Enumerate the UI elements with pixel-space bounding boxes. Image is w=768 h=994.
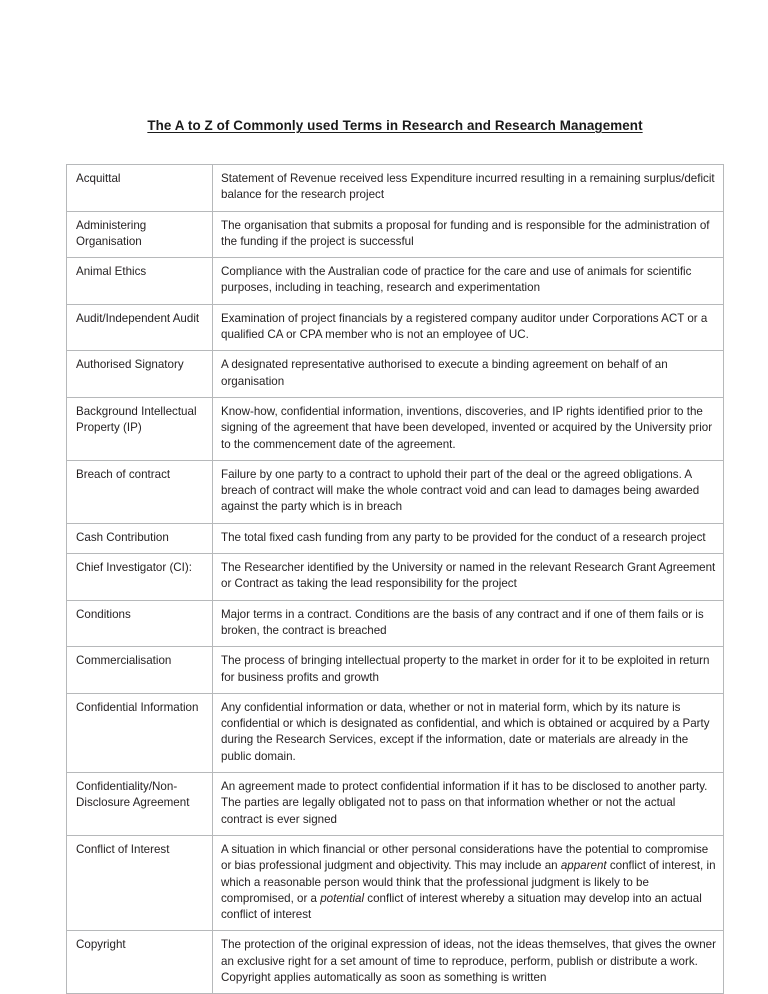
definition-cell: Examination of project financials by a registered company auditor under Corporations ACT or a qualified CA or CPA member who is not an employee of UC. bbox=[213, 304, 724, 351]
glossary-table bbox=[66, 164, 724, 994]
term-cell: Authorised Signatory bbox=[67, 351, 213, 398]
definition-cell: The total fixed cash funding from any party to be provided for the conduct of a research project bbox=[213, 523, 724, 553]
table-row bbox=[67, 931, 724, 994]
term-cell: Background Intellectual Property (IP) bbox=[67, 397, 213, 460]
table-row bbox=[67, 554, 724, 601]
term-cell: Confidentiality/Non-Disclosure Agreement bbox=[67, 773, 213, 836]
table-row bbox=[67, 523, 724, 553]
definition-cell: The Researcher identified by the University or named in the relevant Research Grant Agreement or Contract as taking the lead responsibility for the project bbox=[213, 554, 724, 601]
definition-cell: Statement of Revenue received less Expenditure incurred resulting in a remaining surplus/deficit balance for the research project bbox=[213, 165, 724, 212]
term-cell: Conditions bbox=[67, 600, 213, 647]
definition-cell: Failure by one party to a contract to uphold their part of the deal or the agreed obligations. A breach of contract will make the whole contract void and can lead to damages being awarded against the party which is in breach bbox=[213, 460, 724, 523]
definition-text: conflict of interest whereby a situation may develop into an actual conflict of interest bbox=[221, 891, 702, 922]
definition-text: A situation in which financial or other personal considerations have the potential to compromise or bias professional judgment and objectivity. This may include an bbox=[221, 842, 709, 873]
glossary-table-body bbox=[67, 165, 724, 994]
term-cell: Chief Investigator (CI): bbox=[67, 554, 213, 601]
definition-emphasis: potential bbox=[320, 891, 365, 905]
term-cell: Animal Ethics bbox=[67, 258, 213, 305]
term-cell: Breach of contract bbox=[67, 460, 213, 523]
definition-cell: Know-how, confidential information, inventions, discoveries, and IP rights identified prior to the signing of the agreement that have been developed, invented or acquired by the University prior to the commencement date of the agreement. bbox=[213, 397, 724, 460]
term-cell: Copyright bbox=[67, 931, 213, 994]
definition-cell: The protection of the original expression of ideas, not the ideas themselves, that gives the owner an exclusive right for a set amount of time to reproduce, perform, publish or distribute a work. Copyright applies automatically as soon as something is written bbox=[213, 931, 724, 994]
term-cell: Confidential Information bbox=[67, 693, 213, 772]
definition-text: conflict of interest, in which a reasonable person would think that the professional judgment is likely to be compromised, or a bbox=[221, 859, 716, 905]
page-title-text: The A to Z of Commonly used Terms in Research and Research Management bbox=[147, 118, 643, 133]
term-cell: Conflict of Interest bbox=[67, 835, 213, 930]
definition-cell: Major terms in a contract. Conditions are the basis of any contract and if one of them fails or is broken, the contract is breached bbox=[213, 600, 724, 647]
definition-cell: Compliance with the Australian code of practice for the care and use of animals for scientific purposes, including in teaching, research and experimentation bbox=[213, 258, 724, 305]
definition-cell bbox=[213, 835, 724, 930]
definition-emphasis: apparent bbox=[560, 859, 607, 873]
table-row bbox=[67, 600, 724, 647]
term-cell: Cash Contribution bbox=[67, 523, 213, 553]
table-row bbox=[67, 211, 724, 258]
definition-cell: The organisation that submits a proposal for funding and is responsible for the administration of the funding if the project is successful bbox=[213, 211, 724, 258]
table-row bbox=[67, 460, 724, 523]
table-row bbox=[67, 693, 724, 772]
table-row bbox=[67, 351, 724, 398]
table-row bbox=[67, 258, 724, 305]
table-row bbox=[67, 165, 724, 212]
term-cell: Commercialisation bbox=[67, 647, 213, 694]
page-title bbox=[66, 118, 724, 133]
term-cell: Audit/Independent Audit bbox=[67, 304, 213, 351]
table-row bbox=[67, 835, 724, 930]
table-row bbox=[67, 304, 724, 351]
term-cell: Administering Organisation bbox=[67, 211, 213, 258]
definition-cell: The process of bringing intellectual property to the market in order for it to be exploited in return for business profits and growth bbox=[213, 647, 724, 694]
definition-cell: An agreement made to protect confidential information if it has to be disclosed to another party. The parties are legally obligated not to pass on that information whether or not the actual contract is ever signed bbox=[213, 773, 724, 836]
table-row bbox=[67, 647, 724, 694]
table-row bbox=[67, 773, 724, 836]
definition-cell: A designated representative authorised to execute a binding agreement on behalf of an organisation bbox=[213, 351, 724, 398]
term-cell: Acquittal bbox=[67, 165, 213, 212]
table-row bbox=[67, 397, 724, 460]
definition-cell: Any confidential information or data, whether or not in material form, which by its nature is confidential or which is designated as confidential, and which is obtained or acquired by a Party during the Research Services, except if the information, date or materials are already in the public domain. bbox=[213, 693, 724, 772]
